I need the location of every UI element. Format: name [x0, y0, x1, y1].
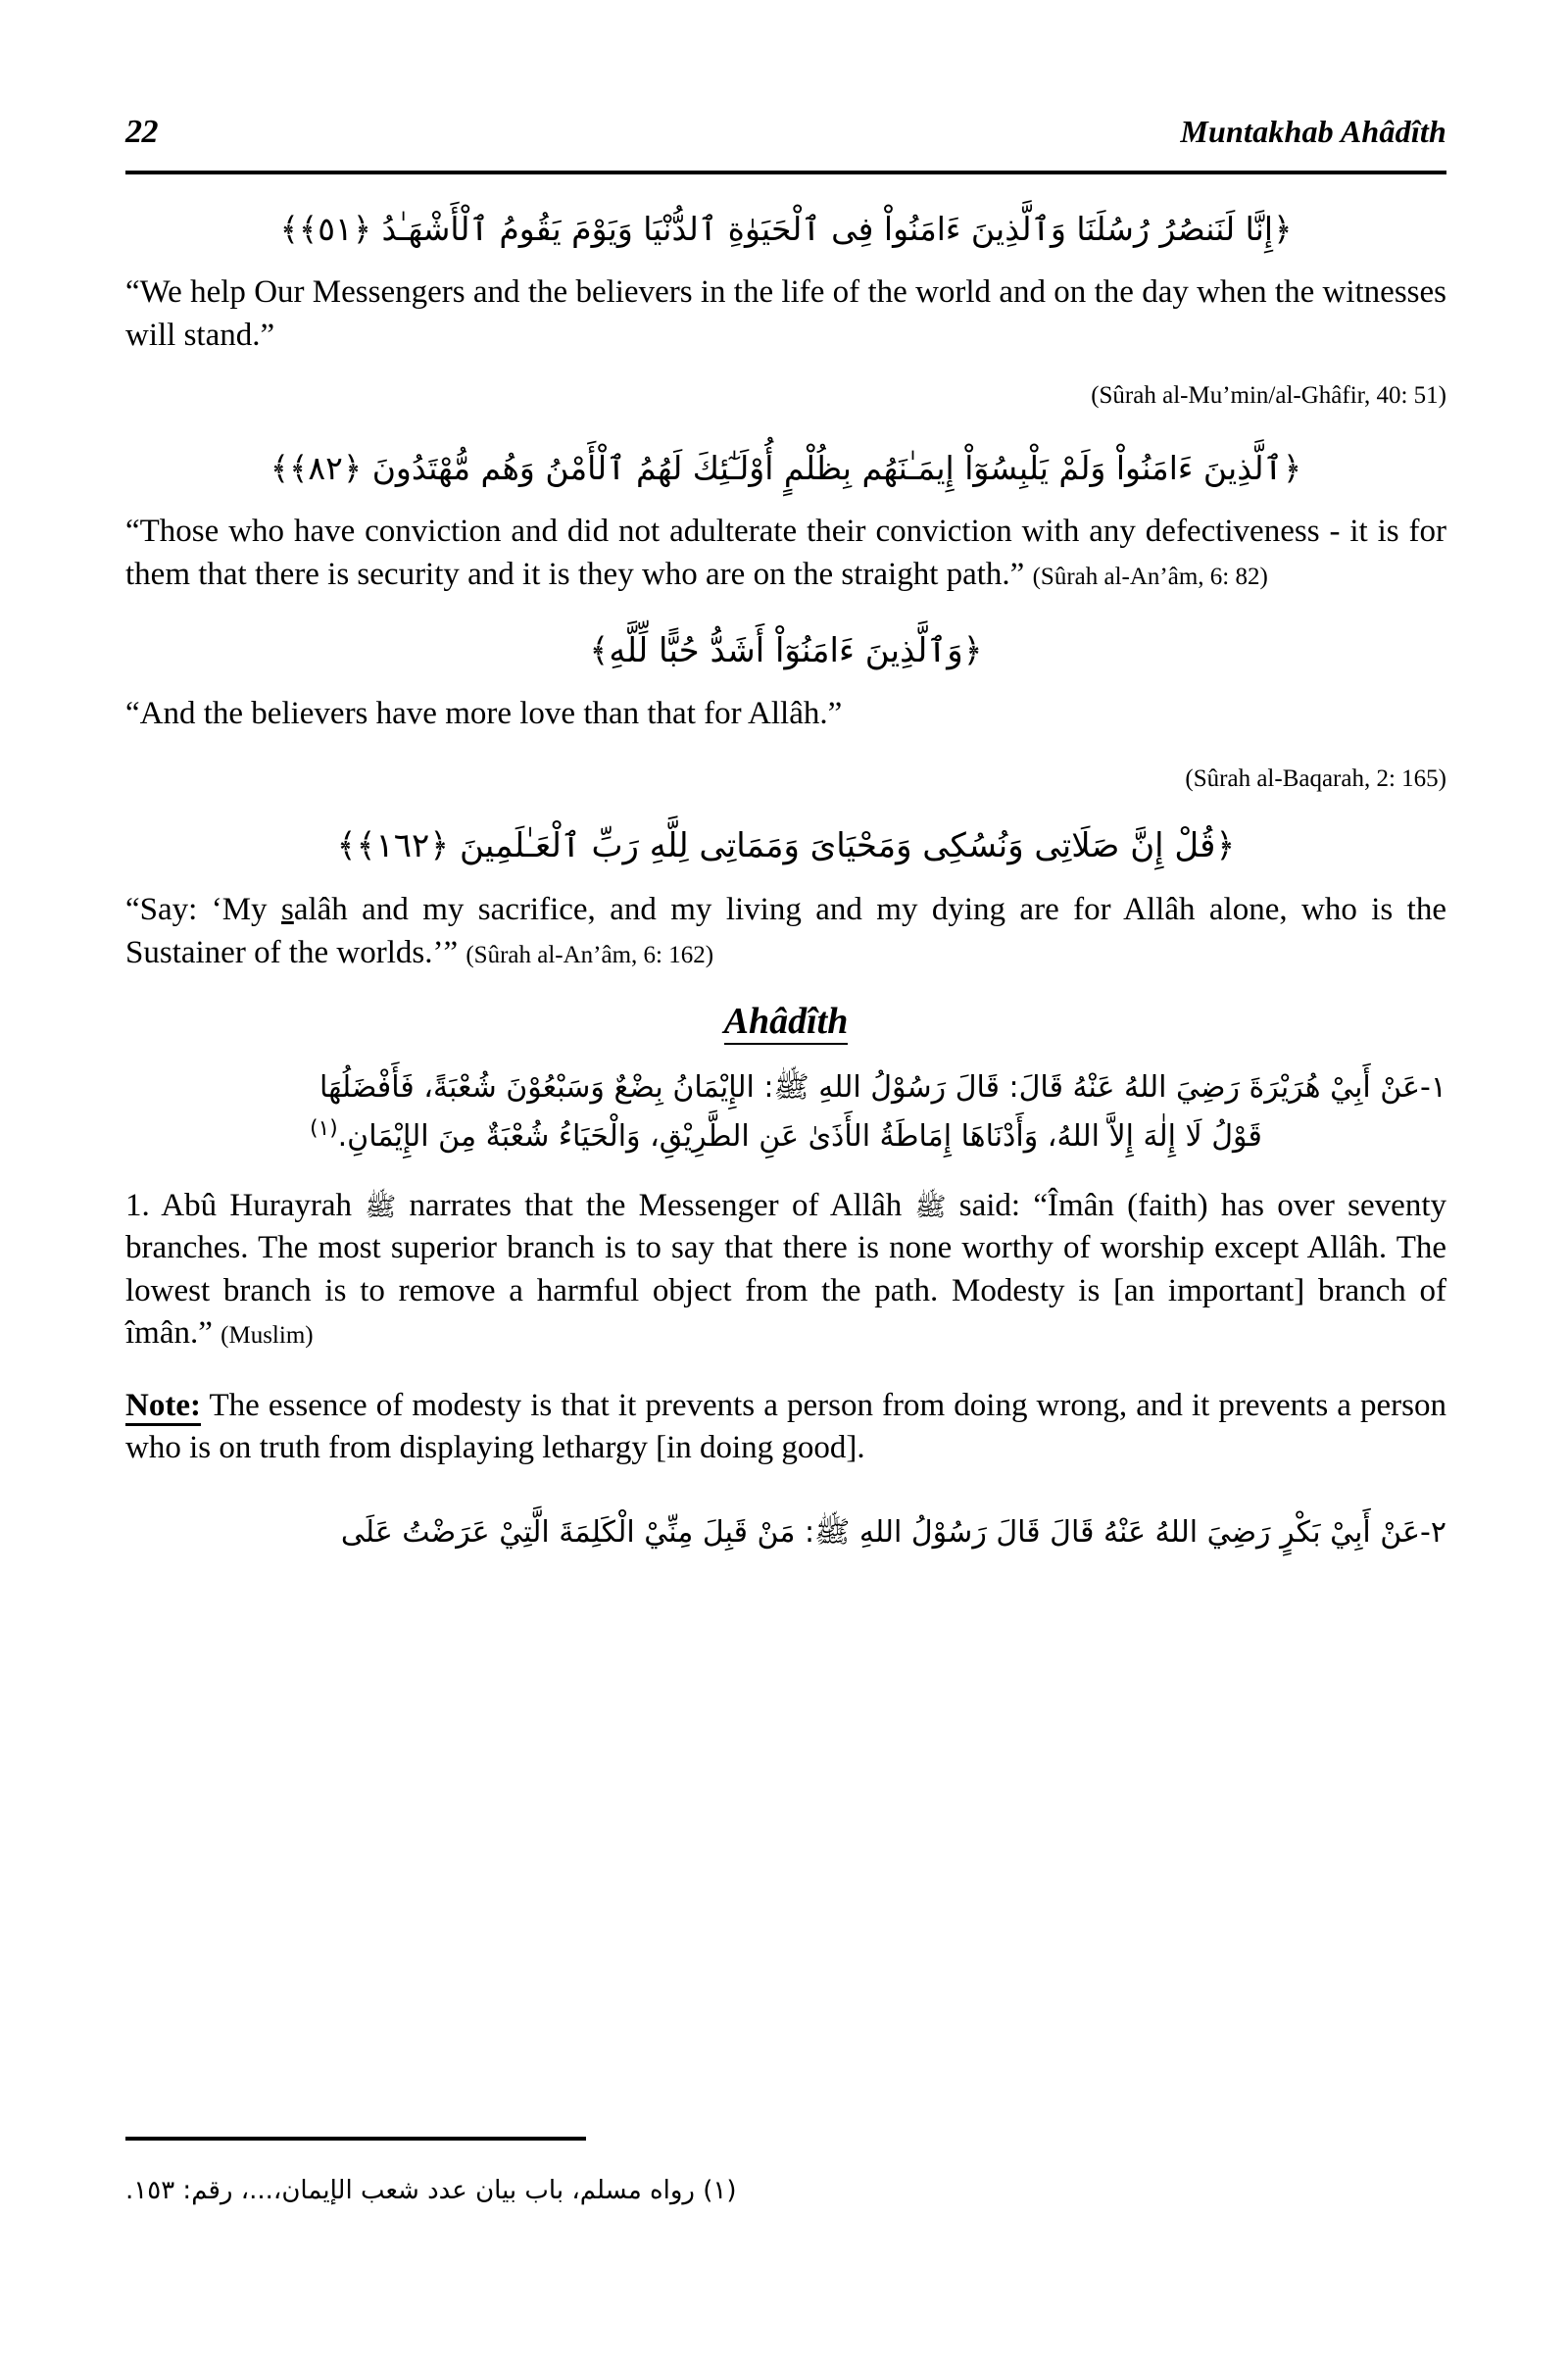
quran-translation-2-text: “Those who have conviction and did not adulterate their conviction with any defectiveness - it is for them that there is security and it is they who are on the straight path.”: [125, 514, 1446, 592]
running-header: [125, 116, 1446, 167]
footnote-area: [125, 2137, 1446, 2205]
quran-citation-3: (Sûrah al-Baqarah, 2: 165): [1185, 764, 1446, 792]
quran-citation-1: (Sûrah al-Mu’min/al-Ghâfir, 40: 51): [1091, 382, 1446, 410]
note-text: The essence of modesty is that it prevents a person from doing wrong, and it prevents a person who is on truth from displaying lethargy [in doing good].: [125, 1387, 1446, 1466]
hadith-1-said: said:: [958, 1187, 1021, 1223]
hadith-1-source: (Muslim): [220, 1322, 314, 1350]
quran-citation-2: (Sûrah al-An’âm, 6: 82): [1032, 563, 1268, 590]
note-block: [125, 1385, 1446, 1470]
section-heading-ahadith: [125, 1000, 1446, 1043]
hadith-1-number: 1.: [125, 1187, 150, 1223]
quran-arabic-verse-3: ﴿وَٱلَّذِينَ ءَامَنُوٓاْ أَشَدُّ حُبًّا لِّلَّهِ﴾: [589, 631, 983, 671]
page-content: [125, 116, 1446, 1557]
book-title: Muntakhab Ahâdîth: [1180, 114, 1446, 149]
hadith-1-narrator: Abû Hurayrah: [161, 1187, 352, 1223]
hadith-1-arabic: [125, 1064, 1446, 1160]
quran-translation-4-part2: alâh and my sacrifice, and my living and my dying are for Allâh alone, who is the Sustainer of the worlds.’”: [125, 892, 1446, 970]
header-divider: [125, 171, 1446, 174]
footnote-divider: [125, 2137, 586, 2141]
hadith-1-english: [125, 1185, 1446, 1356]
page-number: 22: [125, 114, 158, 150]
quran-citation-4: (Sûrah al-An’âm, 6: 162): [466, 941, 714, 968]
hadith-1-middle-text: narrates that the Messenger of Allâh: [409, 1187, 903, 1223]
quran-translation-1: “We help Our Messengers and the believers in the life of the world and on the day when the witnesses will stand.”: [125, 274, 1446, 353]
footnote-text: (١) رواه مسلم، باب بيان عدد شعب الإيمان،...، رقم: ١٥٣.: [125, 2176, 737, 2205]
quran-translation-4-underlined-letter: s: [280, 892, 294, 928]
hadith-2-arabic: [125, 1509, 1446, 1557]
quran-arabic-verse-1: ﴿إِنَّا لَنَنصُرُ رُسُلَنَا وَٱلَّذِينَ ءَامَنُواْ فِى ٱلْحَيَوٰةِ ٱلدُّنْيَا وَيَوْمَ يَقُومُ ٱلْأَشْهَـٰدُ ﴿٥١﴾﴾: [279, 210, 1293, 248]
quran-arabic-verse-2: ﴿ٱلَّذِينَ ءَامَنُواْ وَلَمْ يَلْبِسُوٓاْ إِيمَـٰنَهُم بِظُلْمٍ أُوْلَـٰٓئِكَ لَهُمُ ٱلْأَمْنُ وَهُم مُّهْتَدُونَ ﴿٨٢﴾﴾: [270, 449, 1302, 488]
hadith-1-arabic-line-2: قَوْلُ لَا إِلٰهَ إِلاَّ اللهُ، وَأَدْنَاهَا إِمَاطَةُ الأَذَىٰ عَنِ الطَّرِيْقِ، وَالْحَيَاءُ شُعْبَةٌ مِنَ الإِيْمَانِ.: [337, 1119, 1262, 1155]
hadith-1-arabic-line-2-wrapper: [125, 1112, 1446, 1161]
hadith-1-footnote-reference: (١): [310, 1116, 338, 1142]
honorific-companion-icon: ﷺ: [365, 1191, 397, 1222]
hadith-2-arabic-line-1: ٢-عَنْ أَبِيْ بَكْرٍ رَضِيَ اللهُ عَنْهُ قَالَ قَالَ رَسُوْلُ اللهِ ﷺ: مَنْ قَبِلَ مِنِّيْ الْكَلِمَةَ الَّتِيْ عَرَضْتُ عَلَى: [340, 1514, 1446, 1550]
quran-translation-4: [125, 889, 1446, 974]
quran-translation-2: [125, 511, 1446, 596]
note-label: Note:: [125, 1388, 201, 1426]
honorific-prophet-icon: ﷺ: [914, 1191, 947, 1222]
hadith-1-arabic-line-1: ١-عَنْ أَبِيْ هُرَيْرَةَ رَضِيَ اللهُ عَنْهُ قَالَ: قَالَ رَسُوْلُ اللهِ ﷺ: الإِيْمَانُ بِضْعٌ وَسَبْعُوْنَ شُعْبَةً، فَأَفْضَلُهَا: [319, 1070, 1446, 1106]
quran-arabic-verse-4: ﴿قُلْ إِنَّ صَلَاتِى وَنُسُكِى وَمَحْيَاىَ وَمَمَاتِى لِلَّهِ رَبِّ ٱلْعَـٰلَمِينَ ﴿١٦٢﴾﴾: [336, 825, 1236, 865]
section-heading-label: Ahâdîth: [724, 1001, 849, 1045]
hadith-1-body: “Îmân (faith) has over seventy branches. The most superior branch is to say that there is none worthy of worship except Allâh. The lowest branch is to remove a harmful object from the path. Modesty is [an important] branch of îmân.”: [125, 1187, 1446, 1352]
quran-translation-4-part1: “Say: ‘My: [125, 892, 281, 928]
quran-translation-3: “And the believers have more love than that for Allâh.”: [125, 696, 843, 732]
